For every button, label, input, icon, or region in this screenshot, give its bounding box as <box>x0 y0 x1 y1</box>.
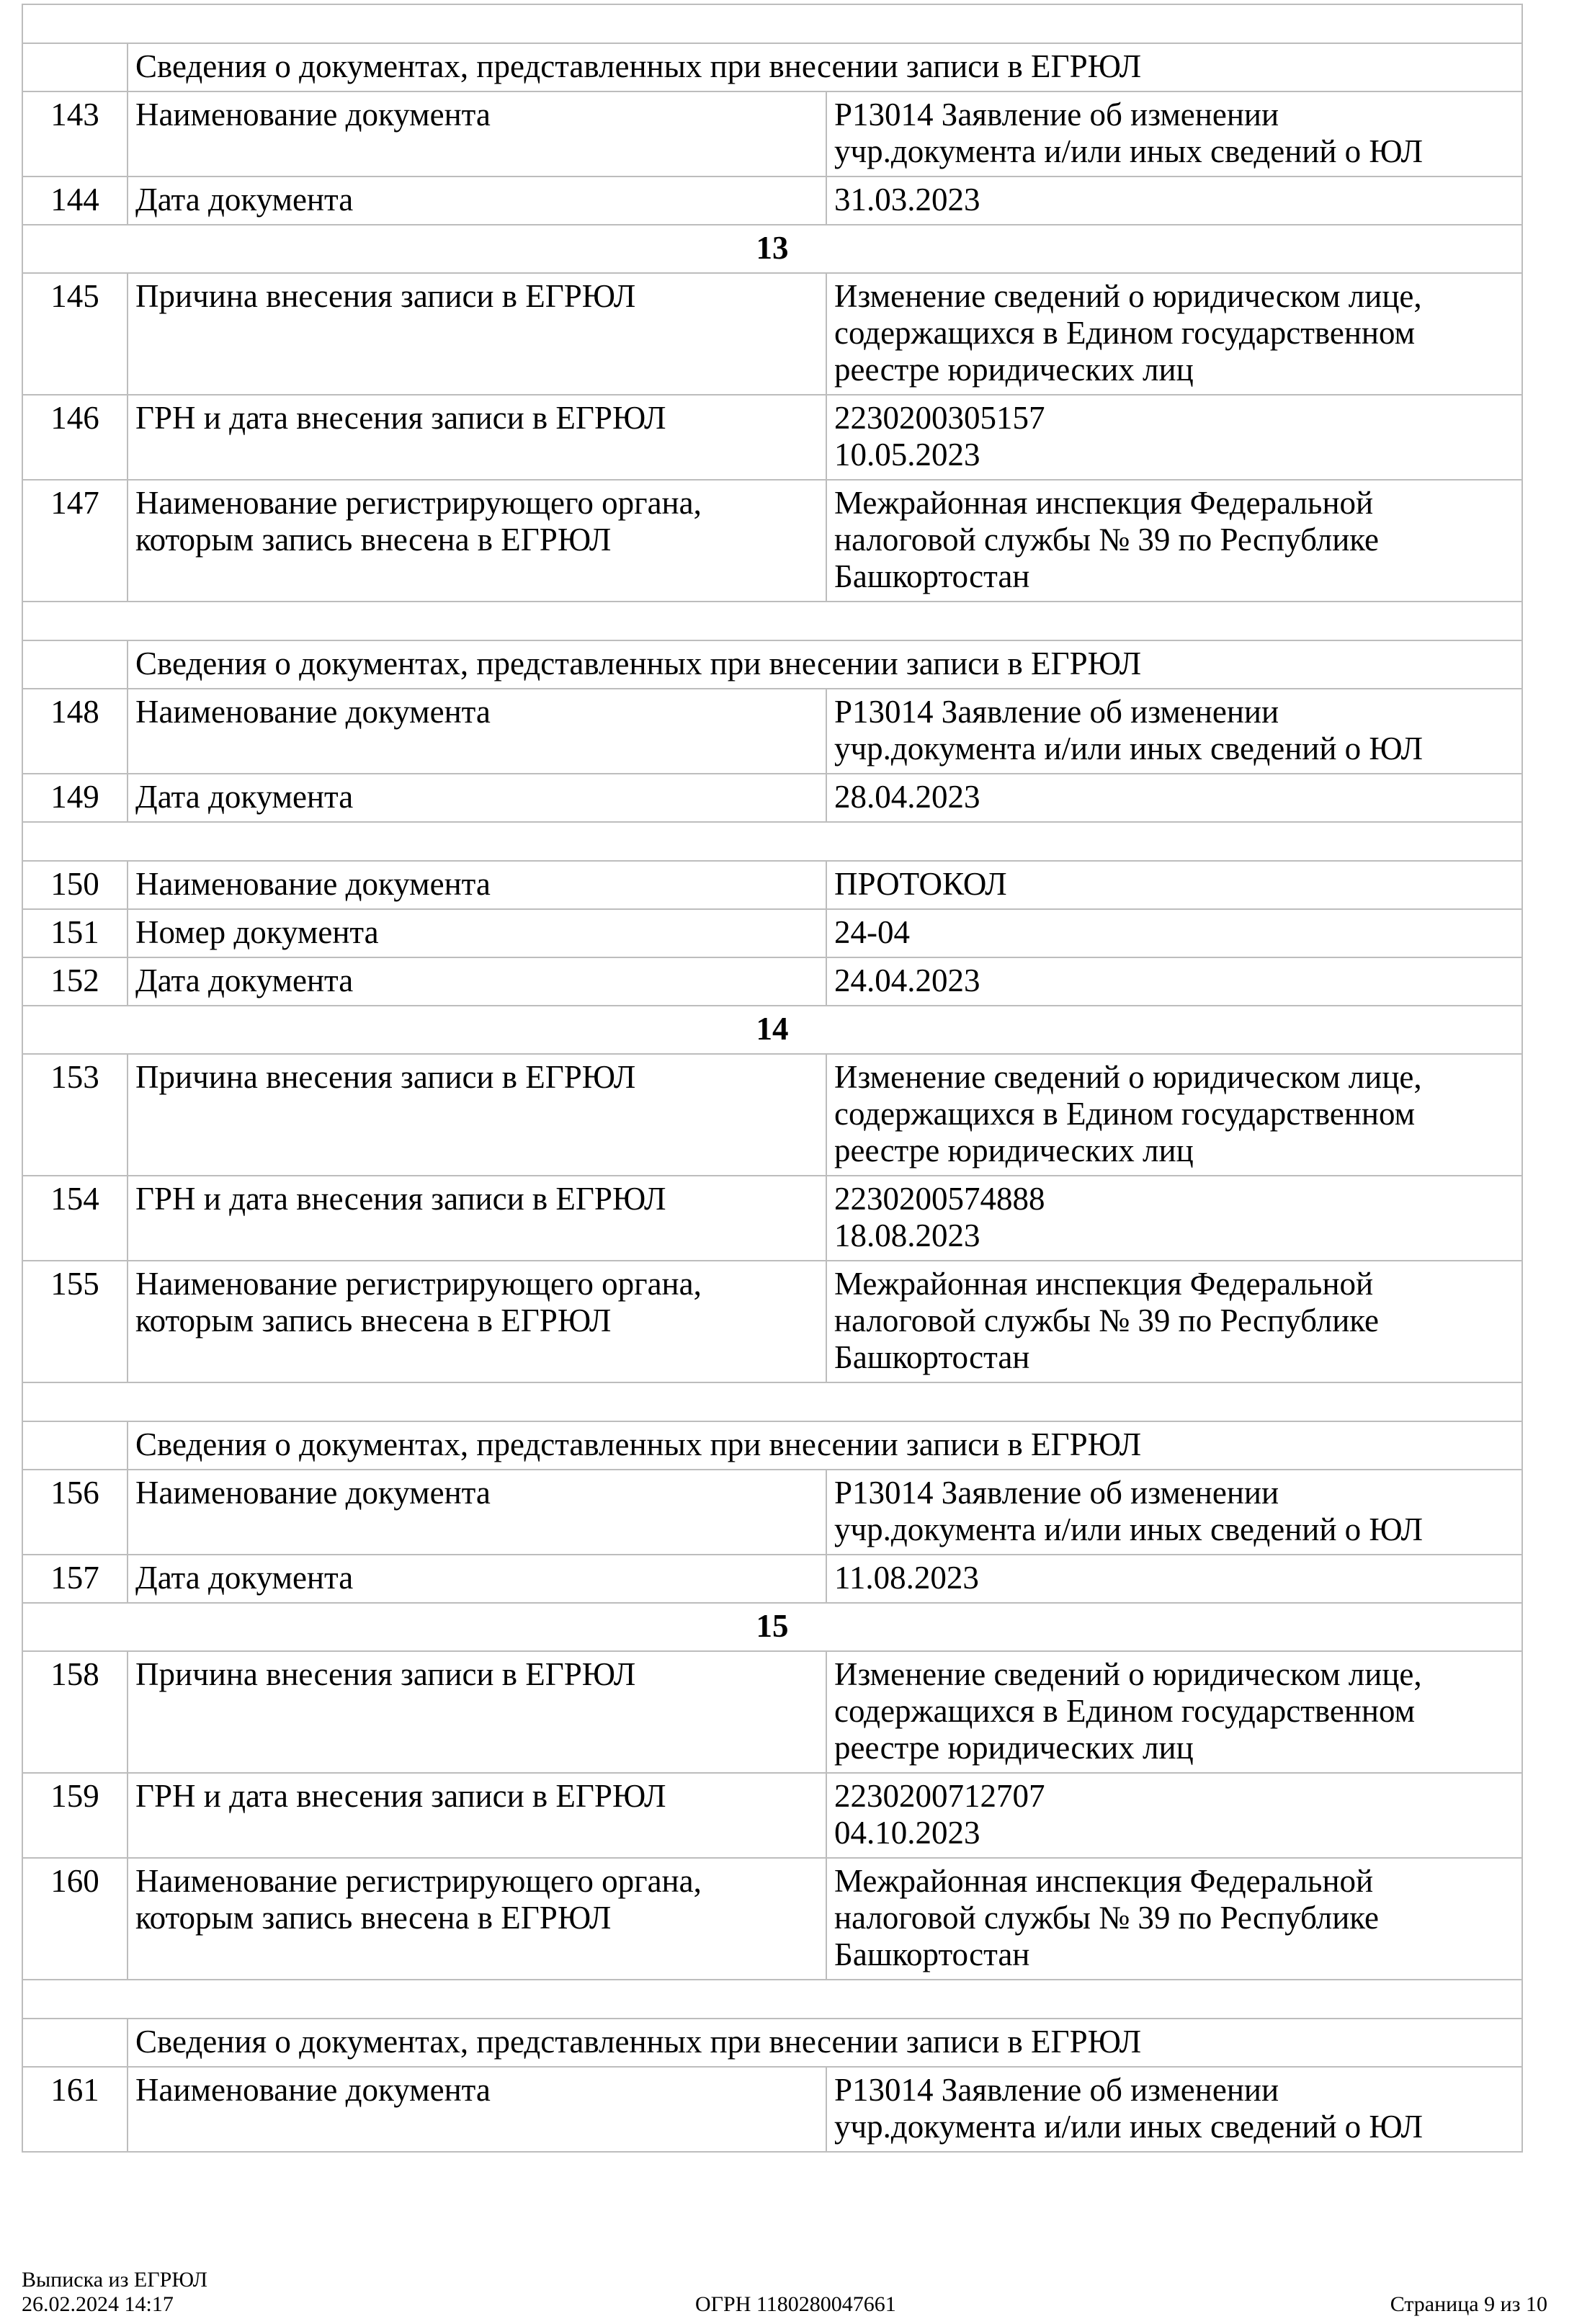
row-number: 157 <box>22 1555 128 1603</box>
row-number: 161 <box>22 2067 128 2152</box>
table-row <box>22 774 1522 822</box>
row-number: 156 <box>22 1470 128 1555</box>
row-label: ГРН и дата внесения записи в ЕГРЮЛ <box>128 1176 826 1261</box>
record-number: 14 <box>22 1006 1522 1054</box>
table-row <box>22 1054 1522 1176</box>
row-number: 148 <box>22 689 128 774</box>
table-row <box>22 1261 1522 1382</box>
table-spacer-row <box>22 1382 1522 1421</box>
row-label: Наименование регистрирующего органа, которым запись внесена в ЕГРЮЛ <box>128 480 826 602</box>
row-label: Дата документа <box>128 774 826 822</box>
row-value: 2230200574888 18.08.2023 <box>826 1176 1522 1261</box>
footer-datetime: 26.02.2024 14:17 <box>22 2292 174 2316</box>
table-row <box>22 176 1522 225</box>
row-label: Причина внесения записи в ЕГРЮЛ <box>128 273 826 395</box>
table-row <box>22 91 1522 176</box>
table-row <box>22 395 1522 480</box>
row-label: Наименование регистрирующего органа, которым запись внесена в ЕГРЮЛ <box>128 1261 826 1382</box>
table-row <box>22 1176 1522 1261</box>
row-number: 143 <box>22 91 128 176</box>
row-value: 24-04 <box>826 909 1522 957</box>
row-value: 11.08.2023 <box>826 1555 1522 1603</box>
row-number: 146 <box>22 395 128 480</box>
table-spacer-row <box>22 1980 1522 2019</box>
table-row <box>22 480 1522 602</box>
row-value: 24.04.2023 <box>826 957 1522 1006</box>
table-row <box>22 909 1522 957</box>
row-label: Наименование документа <box>128 91 826 176</box>
spacer-cell <box>22 4 1522 43</box>
row-label: Наименование регистрирующего органа, которым запись внесена в ЕГРЮЛ <box>128 1858 826 1980</box>
record-number-row <box>22 1006 1522 1054</box>
row-number: 158 <box>22 1651 128 1773</box>
row-value: Межрайонная инспекция Федеральной налоговой службы № 39 по Республике Башкортостан <box>826 1261 1522 1382</box>
row-number: 159 <box>22 1773 128 1858</box>
row-number: 149 <box>22 774 128 822</box>
row-value: Р13014 Заявление об изменении учр.документа и/или иных сведений о ЮЛ <box>826 1470 1522 1555</box>
empty-num-cell <box>22 1421 128 1470</box>
record-number-row <box>22 1603 1522 1651</box>
row-value: Р13014 Заявление об изменении учр.документа и/или иных сведений о ЮЛ <box>826 91 1522 176</box>
spacer-cell <box>22 822 1522 861</box>
row-value: 31.03.2023 <box>826 176 1522 225</box>
row-value: ПРОТОКОЛ <box>826 861 1522 909</box>
row-number: 147 <box>22 480 128 602</box>
footer-ogrn: ОГРН 1180280047661 <box>695 2292 896 2316</box>
row-value: 2230200305157 10.05.2023 <box>826 395 1522 480</box>
table-row <box>22 1555 1522 1603</box>
footer-page-number: Страница 9 из 10 <box>1390 2292 1547 2316</box>
row-label: Наименование документа <box>128 2067 826 2152</box>
row-number: 155 <box>22 1261 128 1382</box>
row-label: ГРН и дата внесения записи в ЕГРЮЛ <box>128 395 826 480</box>
table-row <box>22 2067 1522 2152</box>
table-row <box>22 689 1522 774</box>
section-header-row <box>22 1421 1522 1470</box>
section-title: Сведения о документах, представленных при внесении записи в ЕГРЮЛ <box>128 43 1522 91</box>
row-label: Наименование документа <box>128 689 826 774</box>
row-label: Дата документа <box>128 957 826 1006</box>
row-label: Номер документа <box>128 909 826 957</box>
row-value: Изменение сведений о юридическом лице, содержащихся в Едином государственном реестре юридических лиц <box>826 273 1522 395</box>
row-value: 2230200712707 04.10.2023 <box>826 1773 1522 1858</box>
footer-doc-title: Выписка из ЕГРЮЛ <box>22 2268 207 2292</box>
spacer-cell <box>22 1382 1522 1421</box>
row-number: 150 <box>22 861 128 909</box>
spacer-cell <box>22 602 1522 640</box>
table-row <box>22 957 1522 1006</box>
row-value: 28.04.2023 <box>826 774 1522 822</box>
empty-num-cell <box>22 2019 128 2067</box>
spacer-cell <box>22 1980 1522 2019</box>
table-spacer-row <box>22 4 1522 43</box>
table-spacer-row <box>22 822 1522 861</box>
row-number: 151 <box>22 909 128 957</box>
section-header-row <box>22 43 1522 91</box>
row-label: ГРН и дата внесения записи в ЕГРЮЛ <box>128 1773 826 1858</box>
table-row <box>22 861 1522 909</box>
record-number: 15 <box>22 1603 1522 1651</box>
row-value: Изменение сведений о юридическом лице, содержащихся в Едином государственном реестре юридических лиц <box>826 1651 1522 1773</box>
section-title: Сведения о документах, представленных при внесении записи в ЕГРЮЛ <box>128 640 1522 689</box>
footer-left <box>22 2268 207 2317</box>
row-number: 153 <box>22 1054 128 1176</box>
table-row <box>22 1773 1522 1858</box>
row-number: 160 <box>22 1858 128 1980</box>
section-header-row <box>22 2019 1522 2067</box>
row-label: Причина внесения записи в ЕГРЮЛ <box>128 1651 826 1773</box>
table-row <box>22 273 1522 395</box>
row-value: Межрайонная инспекция Федеральной налоговой службы № 39 по Республике Башкортостан <box>826 480 1522 602</box>
section-header-row <box>22 640 1522 689</box>
row-value: Изменение сведений о юридическом лице, содержащихся в Едином государственном реестре юридических лиц <box>826 1054 1522 1176</box>
table-row <box>22 1651 1522 1773</box>
record-number: 13 <box>22 225 1522 273</box>
record-number-row <box>22 225 1522 273</box>
empty-num-cell <box>22 640 128 689</box>
row-label: Дата документа <box>128 176 826 225</box>
table-spacer-row <box>22 602 1522 640</box>
row-number: 152 <box>22 957 128 1006</box>
row-label: Наименование документа <box>128 861 826 909</box>
row-value: Межрайонная инспекция Федеральной налоговой службы № 39 по Республике Башкортостан <box>826 1858 1522 1980</box>
row-label: Причина внесения записи в ЕГРЮЛ <box>128 1054 826 1176</box>
row-label: Дата документа <box>128 1555 826 1603</box>
egrul-table <box>22 4 1523 2153</box>
row-value: Р13014 Заявление об изменении учр.документа и/или иных сведений о ЮЛ <box>826 2067 1522 2152</box>
row-label: Наименование документа <box>128 1470 826 1555</box>
row-number: 144 <box>22 176 128 225</box>
row-number: 145 <box>22 273 128 395</box>
section-title: Сведения о документах, представленных при внесении записи в ЕГРЮЛ <box>128 1421 1522 1470</box>
row-number: 154 <box>22 1176 128 1261</box>
empty-num-cell <box>22 43 128 91</box>
table-row <box>22 1470 1522 1555</box>
row-value: Р13014 Заявление об изменении учр.документа и/или иных сведений о ЮЛ <box>826 689 1522 774</box>
table-row <box>22 1858 1522 1980</box>
egrul-table-body <box>22 4 1522 2152</box>
section-title: Сведения о документах, представленных при внесении записи в ЕГРЮЛ <box>128 2019 1522 2067</box>
